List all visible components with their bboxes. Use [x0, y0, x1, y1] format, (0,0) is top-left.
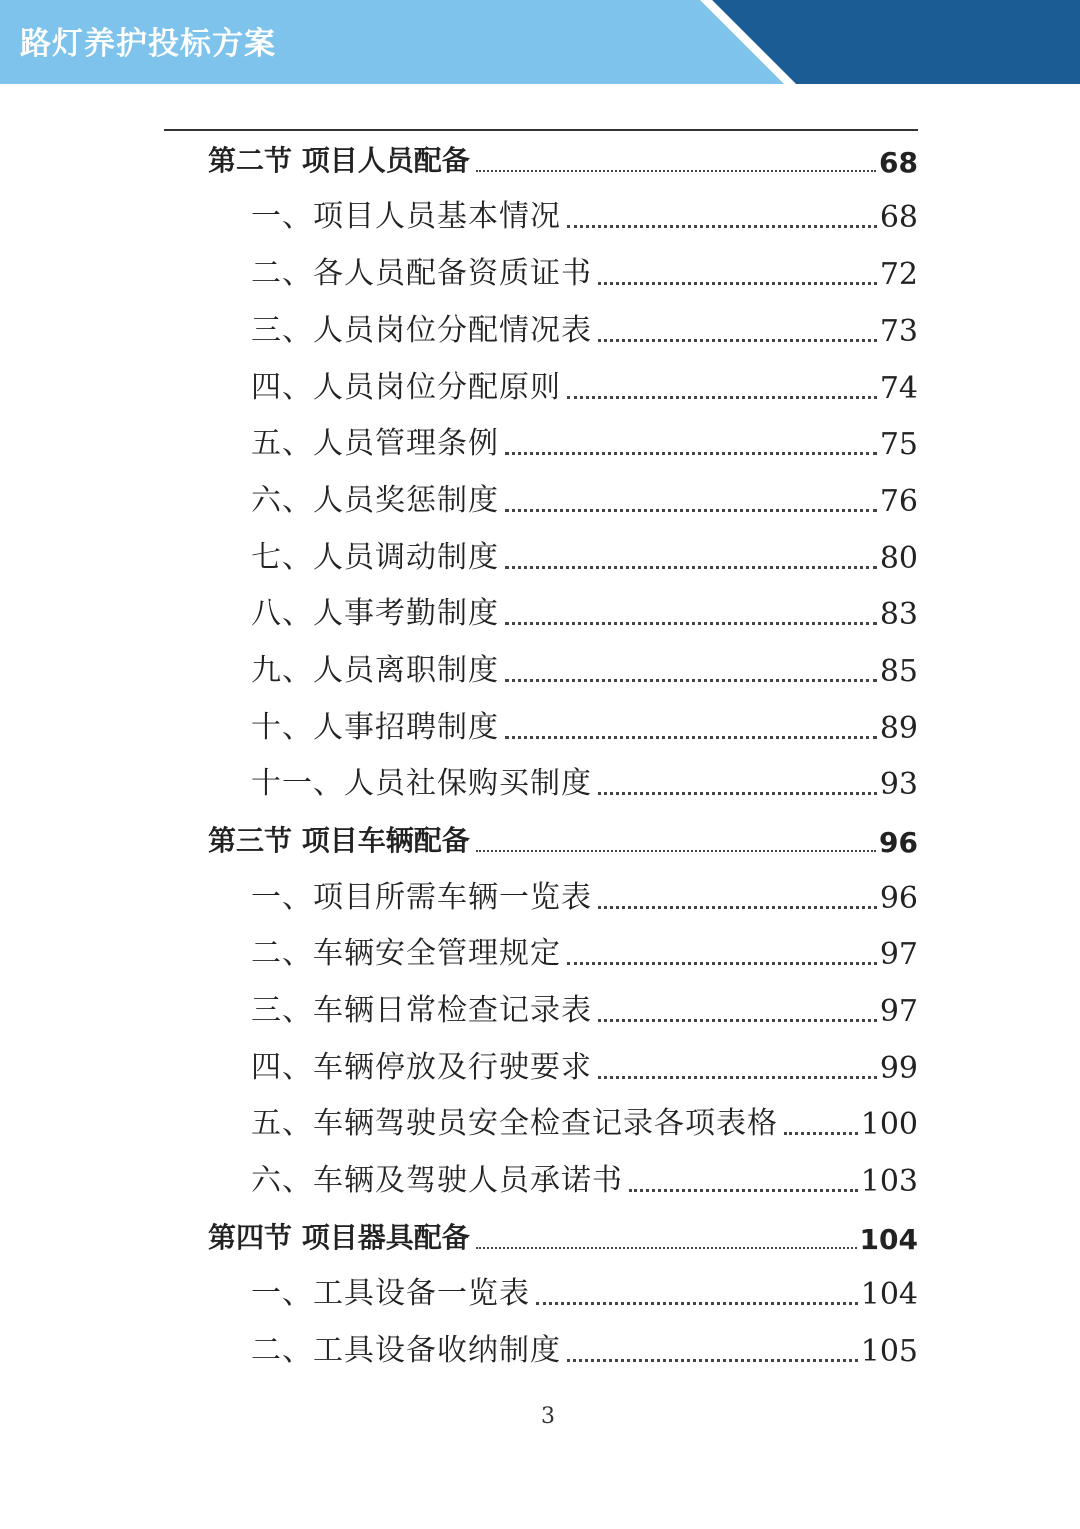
dot-leader	[598, 1076, 877, 1079]
toc-entry-title: 一、项目人员基本情况	[251, 199, 561, 234]
dot-leader	[476, 850, 876, 852]
toc-page-number: 73	[879, 314, 918, 349]
toc-page-number: 68	[879, 146, 918, 179]
dot-leader	[567, 962, 877, 965]
toc-item	[251, 762, 918, 802]
toc-entry-title: 四、人员岗位分配原则	[251, 370, 561, 405]
toc-entry-title: 一、项目所需车辆一览表	[251, 880, 592, 915]
toc-item	[251, 706, 918, 746]
dot-leader	[505, 679, 877, 682]
toc-page-number: 72	[879, 257, 918, 292]
header-banner	[0, 0, 1080, 84]
toc-page-number: 96	[879, 881, 918, 916]
dot-leader	[505, 509, 877, 512]
toc-item	[251, 989, 918, 1029]
toc-item	[251, 592, 918, 632]
toc-entry-title: 四、车辆停放及行驶要求	[251, 1050, 592, 1085]
toc-item	[251, 1046, 918, 1086]
toc-entry-title: 第四节 项目器具配备	[208, 1221, 470, 1254]
toc-section	[208, 1216, 918, 1256]
toc-entry-title: 一、工具设备一览表	[251, 1276, 530, 1311]
toc-item	[251, 932, 918, 972]
toc-section	[208, 139, 918, 179]
toc-entry-title: 五、人员管理条例	[251, 426, 499, 461]
dot-leader	[536, 1302, 858, 1305]
toc-item	[251, 195, 918, 235]
toc-page-number: 105	[860, 1334, 918, 1369]
dot-leader	[567, 396, 877, 399]
toc-entry-title: 第二节 项目人员配备	[208, 144, 470, 177]
page-number: 3	[541, 1404, 555, 1429]
dot-leader	[476, 1247, 857, 1249]
toc-page-number: 99	[879, 1051, 918, 1086]
toc-page-number: 68	[879, 200, 918, 235]
toc-entry-title: 二、工具设备收纳制度	[251, 1333, 561, 1368]
dot-leader	[598, 282, 877, 285]
toc-section	[208, 819, 918, 859]
toc-item	[251, 366, 918, 406]
toc-page-number: 104	[860, 1277, 918, 1312]
toc-item	[251, 479, 918, 519]
toc-page-number: 100	[860, 1107, 918, 1142]
dot-leader	[505, 452, 877, 455]
dot-leader	[598, 906, 877, 909]
toc-item	[251, 876, 918, 916]
toc-page-number: 83	[879, 597, 918, 632]
toc-entry-title: 三、人员岗位分配情况表	[251, 313, 592, 348]
toc-entry-title: 七、人员调动制度	[251, 540, 499, 575]
toc-page-number: 76	[879, 484, 918, 519]
toc-page-number: 97	[879, 994, 918, 1029]
toc-page-number: 80	[879, 541, 918, 576]
toc-entry-title: 二、车辆安全管理规定	[251, 936, 561, 971]
top-divider	[164, 129, 918, 131]
toc-entry-title: 十、人事招聘制度	[251, 710, 499, 745]
toc-item	[251, 309, 918, 349]
dot-leader	[567, 1359, 858, 1362]
dot-leader	[505, 622, 877, 625]
toc-item	[251, 422, 918, 462]
dot-leader	[476, 170, 876, 172]
toc-entry-title: 三、车辆日常检查记录表	[251, 993, 592, 1028]
toc-entry-title: 第三节 项目车辆配备	[208, 824, 470, 857]
dot-leader	[629, 1189, 858, 1192]
dot-leader	[598, 792, 877, 795]
toc-entry-title: 八、人事考勤制度	[251, 596, 499, 631]
dot-leader	[598, 1019, 877, 1022]
document-title: 路灯养护投标方案	[20, 26, 276, 62]
dot-leader	[567, 225, 877, 228]
toc-item	[251, 1329, 918, 1369]
toc-page-number: 74	[879, 371, 918, 406]
toc-entry-title: 十一、人员社保购买制度	[251, 766, 592, 801]
dot-leader	[598, 339, 877, 342]
toc-item	[251, 536, 918, 576]
toc-page-number: 96	[879, 826, 918, 859]
toc-item	[251, 252, 918, 292]
toc-item	[251, 1102, 918, 1142]
toc-entry-title: 五、车辆驾驶员安全检查记录各项表格	[251, 1106, 778, 1141]
dot-leader	[784, 1132, 858, 1135]
dot-leader	[505, 736, 877, 739]
toc-entry-title: 九、人员离职制度	[251, 653, 499, 688]
toc-page-number: 103	[860, 1164, 918, 1199]
toc-entry-title: 六、车辆及驾驶人员承诺书	[251, 1163, 623, 1198]
toc-entry-title: 六、人员奖惩制度	[251, 483, 499, 518]
toc-page-number: 93	[879, 767, 918, 802]
toc-page-number: 104	[859, 1223, 918, 1256]
toc-page-number: 85	[879, 654, 918, 689]
toc-item	[251, 649, 918, 689]
toc-page-number: 75	[879, 427, 918, 462]
dot-leader	[505, 566, 877, 569]
toc-item	[251, 1159, 918, 1199]
toc-page-number: 97	[879, 937, 918, 972]
toc-page-number: 89	[879, 711, 918, 746]
toc-item	[251, 1272, 918, 1312]
toc-entry-title: 二、各人员配备资质证书	[251, 256, 592, 291]
